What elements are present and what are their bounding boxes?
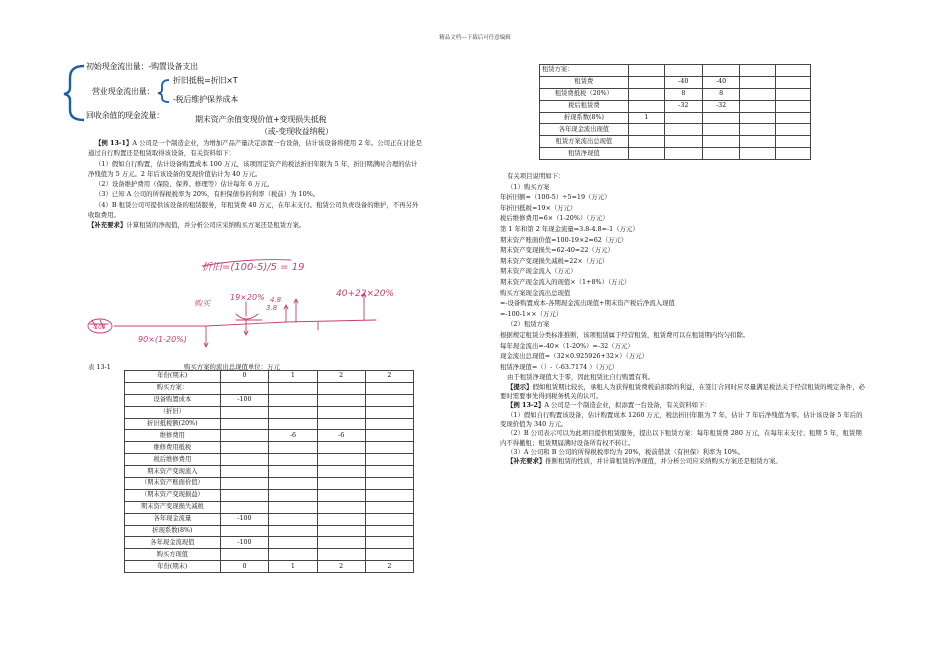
exp-line: 期末资产变现损失减税=22×（万元） bbox=[500, 256, 609, 265]
cash-flow-diagram bbox=[62, 58, 422, 138]
value-cell bbox=[220, 430, 269, 442]
recovery-flow-alt: （或-变现收益纳税） bbox=[260, 127, 333, 136]
value-cell bbox=[775, 76, 810, 88]
value-cell bbox=[317, 418, 365, 430]
value-cell bbox=[365, 430, 413, 442]
exp-line: 每年现金流出=-40×（1-20%）=-32（万元） bbox=[500, 341, 634, 350]
value-cell bbox=[740, 136, 775, 148]
value-cell bbox=[740, 76, 775, 88]
value-cell bbox=[269, 442, 317, 454]
table-row bbox=[125, 489, 414, 501]
value-cell bbox=[317, 382, 365, 394]
purchase-plan-table bbox=[124, 370, 414, 573]
table-row bbox=[125, 371, 414, 383]
value-cell bbox=[317, 525, 365, 537]
value-cell: -32 bbox=[664, 100, 702, 112]
table-row bbox=[125, 513, 414, 525]
row-label-cell: 各年现金流出现值 bbox=[540, 124, 629, 136]
operating-item-maintenance: -税后维护保养成本 bbox=[173, 95, 239, 104]
exp-line: =-设备购置成本-各期现金流出现值+期末资产税后净流入现值 bbox=[500, 299, 675, 308]
row-label-cell: 年份(期末) bbox=[125, 561, 221, 573]
value-cell: -6 bbox=[317, 430, 365, 442]
recovery-flow-label: 回收余值的现金流量： bbox=[86, 111, 164, 120]
row-label-cell: 租赁净现值 bbox=[540, 148, 629, 160]
value-cell bbox=[220, 442, 269, 454]
handwritten-val2: 4.8 bbox=[270, 296, 282, 304]
exp-line: 税后维修费用=6×（1-20%）（万元） bbox=[500, 214, 609, 223]
value-cell bbox=[220, 489, 269, 501]
value-cell: -100 bbox=[220, 537, 269, 549]
exp-line: 期末资产现金流入的现值×（1+8%）（万元） bbox=[500, 277, 631, 286]
value-cell bbox=[269, 418, 317, 430]
value-cell bbox=[269, 406, 317, 418]
table-row bbox=[125, 561, 414, 573]
operating-item-depreciation: 折旧抵税=折旧×T bbox=[173, 76, 238, 85]
value-cell bbox=[628, 136, 664, 148]
handwritten-val1: 3.8 bbox=[266, 304, 278, 312]
value-cell: 1 bbox=[269, 561, 317, 573]
row-label-cell: 维修费用抵税 bbox=[125, 442, 221, 454]
value-cell bbox=[220, 525, 269, 537]
table-row bbox=[125, 382, 414, 394]
value-cell: 0 bbox=[220, 371, 269, 383]
value-cell bbox=[775, 88, 810, 100]
handwritten-formula: 折旧=(100-5)/5 = 19 bbox=[202, 262, 305, 273]
value-cell bbox=[740, 112, 775, 124]
row-label-cell: 租赁方案流出总现值 bbox=[540, 136, 629, 148]
row-label-cell: 折现系数(8%) bbox=[540, 112, 629, 124]
row-label-cell: 维修费用 bbox=[125, 430, 221, 442]
exp-line: 年折旧抵税=19×（万元） bbox=[500, 203, 577, 212]
exp-line: 年折旧额=（100-5）÷5=19（万元） bbox=[500, 193, 611, 202]
exp-line: 期末资产现金流入（万元） bbox=[500, 267, 577, 276]
table-row bbox=[125, 430, 414, 442]
table-row bbox=[540, 112, 811, 124]
handwritten-dep-label: 19×20% bbox=[230, 293, 265, 302]
value-cell bbox=[628, 65, 664, 77]
value-cell bbox=[365, 549, 413, 561]
table-row bbox=[125, 501, 414, 513]
exp-line: 购买方案现金流出总现值 bbox=[500, 288, 571, 297]
table-row bbox=[125, 418, 414, 430]
value-cell bbox=[740, 88, 775, 100]
requirement-tag: 【补充要求】 bbox=[88, 221, 127, 230]
value-cell bbox=[317, 489, 365, 501]
value-cell bbox=[317, 501, 365, 513]
operating-outflow-label: 营业现金流出量： bbox=[92, 87, 155, 96]
table-row bbox=[540, 148, 811, 160]
value-cell bbox=[220, 549, 269, 561]
value-cell bbox=[365, 537, 413, 549]
value-cell bbox=[269, 454, 317, 466]
value-cell: 2 bbox=[317, 371, 365, 383]
value-cell bbox=[775, 65, 810, 77]
table-row bbox=[540, 88, 811, 100]
exp-line: 租赁净现值=（）-（-63.7174 ）（万元） bbox=[500, 362, 619, 371]
handwritten-left-label: 90×(1-20%) bbox=[138, 335, 187, 344]
value-cell: 0 bbox=[220, 561, 269, 573]
example-tag: 【例 13-1】 bbox=[95, 139, 133, 147]
row-label-cell: （期末资产账面价值） bbox=[125, 478, 221, 490]
recovery-flow-desc: 期末资产余值变现价值+变现损失抵税 bbox=[195, 115, 327, 124]
value-cell bbox=[702, 124, 740, 136]
value-cell: 8 bbox=[664, 88, 702, 100]
handwritten-circle-label: -100 bbox=[92, 324, 106, 331]
row-label-cell: 租赁费抵税（20%） bbox=[540, 88, 629, 100]
value-cell bbox=[702, 65, 740, 77]
value-cell bbox=[664, 148, 702, 160]
value-cell bbox=[220, 501, 269, 513]
value-cell: 2 bbox=[365, 371, 413, 383]
value-cell bbox=[628, 148, 664, 160]
handwritten-notes bbox=[86, 254, 426, 354]
row-label-cell: 折现系数(8%) bbox=[125, 525, 221, 537]
initial-outflow-label: 初始现金流出量： bbox=[86, 62, 149, 71]
example-p3: （2）设备维护费用（保险、保养、修理等）估计每年 6 万元。 bbox=[95, 180, 274, 189]
exp-line: 第 1 年和第 2 年现金流量=3.8-4.8=-1（万元） bbox=[500, 224, 639, 233]
exp-line: （1）购买方案 bbox=[507, 182, 550, 191]
value-cell bbox=[365, 466, 413, 478]
value-cell bbox=[664, 112, 702, 124]
example-13-2-p3: （3）A 公司和 B 公司的所得税税率均为 20%，税前借款（有担保）利率为 10%。 bbox=[507, 447, 745, 456]
value-cell bbox=[269, 537, 317, 549]
example-13-2-tag: 【例 13-2】 bbox=[507, 401, 545, 410]
value-cell bbox=[775, 100, 810, 112]
tip-tag: 【提示】 bbox=[507, 382, 533, 391]
table-row bbox=[125, 466, 414, 478]
table-row bbox=[540, 124, 811, 136]
value-cell bbox=[664, 136, 702, 148]
value-cell bbox=[775, 124, 810, 136]
value-cell bbox=[628, 88, 664, 100]
value-cell bbox=[269, 489, 317, 501]
value-cell bbox=[740, 100, 775, 112]
table-row bbox=[125, 442, 414, 454]
value-cell bbox=[702, 112, 740, 124]
value-cell bbox=[664, 124, 702, 136]
table-row bbox=[125, 549, 414, 561]
value-cell: -100 bbox=[220, 394, 269, 406]
exp-line: =-100-1××（万元） bbox=[500, 309, 563, 318]
value-cell bbox=[664, 65, 702, 77]
value-cell bbox=[220, 382, 269, 394]
example-13-1 bbox=[88, 138, 423, 231]
row-label-cell: 税后维修费用 bbox=[125, 454, 221, 466]
exp-line: 根据规定租赁分类标准推断，该项租赁属于经营租赁，租赁费可以在租赁期内均匀扣除。 bbox=[500, 330, 750, 339]
value-cell bbox=[220, 466, 269, 478]
value-cell bbox=[365, 406, 413, 418]
exp-line: 现金流出总现值=（32×0.925926+32×）（万元） bbox=[500, 352, 649, 361]
value-cell bbox=[740, 148, 775, 160]
value-cell: -100 bbox=[220, 513, 269, 525]
row-label-cell: 税后租赁费 bbox=[540, 100, 629, 112]
row-label-cell: 租赁费 bbox=[540, 76, 629, 88]
row-label-cell: 设备购置成本 bbox=[125, 394, 221, 406]
value-cell: -6 bbox=[269, 430, 317, 442]
value-cell bbox=[269, 549, 317, 561]
requirement-text: 计算租赁的净现值，并分析公司应采纳购买方案还是租赁方案。 bbox=[126, 221, 306, 230]
lease-plan-table bbox=[539, 64, 811, 160]
value-cell bbox=[269, 501, 317, 513]
example-p1: A 公司是一个制造企业，为增加产品产量决定添置一台设备，估计该设备将使用 2 年。公司正在讨论是通过自行购置还是租赁取得该设备，有关资料如下： bbox=[88, 139, 422, 158]
explanation-section bbox=[500, 171, 865, 467]
exp-line: 期末资产变现损失=62-40=22（万元） bbox=[500, 246, 614, 255]
row-label-cell: 期末资产变现流入 bbox=[125, 466, 221, 478]
table-row bbox=[540, 65, 811, 77]
table-row bbox=[125, 525, 414, 537]
value-cell bbox=[628, 124, 664, 136]
row-label-cell: 购买方现值 bbox=[125, 549, 221, 561]
table-row bbox=[125, 406, 414, 418]
example-13-2-p2: （2）B 公司表示可以为此项目提供租赁服务，提出以下租赁方案：每年租赁费 280 万元，在每年末支付；租期 5 年，租赁期内不得撤租；租赁期届满时设备所有权不转让。 bbox=[500, 429, 862, 447]
table-name: 购买方案的流出总现值单位：万元 bbox=[184, 363, 280, 371]
row-label-cell: 租赁方案： bbox=[540, 65, 629, 77]
value-cell: 2 bbox=[317, 561, 365, 573]
value-cell: -40 bbox=[664, 76, 702, 88]
row-label-cell: 各年现金流量 bbox=[125, 513, 221, 525]
row-label-cell: 购买方案： bbox=[125, 382, 221, 394]
value-cell bbox=[365, 513, 413, 525]
example-p5: （4）B 租赁公司可提供该设备的租赁服务，年租赁费 40 万元，在年末支付。租赁公司负责设备的维护，不再另外收取费用。 bbox=[88, 200, 419, 220]
value-cell bbox=[269, 525, 317, 537]
value-cell bbox=[740, 124, 775, 136]
value-cell bbox=[317, 478, 365, 490]
table-row bbox=[540, 76, 811, 88]
table-row bbox=[540, 100, 811, 112]
row-label-cell: （折旧） bbox=[125, 406, 221, 418]
table-row bbox=[540, 136, 811, 148]
value-cell bbox=[269, 394, 317, 406]
value-cell bbox=[317, 442, 365, 454]
value-cell bbox=[220, 478, 269, 490]
value-cell bbox=[628, 76, 664, 88]
handwritten-top-note: 40+22×20% bbox=[336, 289, 394, 299]
value-cell bbox=[317, 454, 365, 466]
exp-line: 由于租赁净现值大于零，因此租赁比自行购置有利。 bbox=[507, 373, 654, 382]
value-cell bbox=[365, 442, 413, 454]
exp-line: 有关项目说明如下： bbox=[507, 172, 565, 180]
exp-line: 期末资产账面价值=100-19×2=62（万元） bbox=[500, 235, 628, 244]
value-cell bbox=[702, 136, 740, 148]
value-cell: 1 bbox=[269, 371, 317, 383]
value-cell bbox=[628, 100, 664, 112]
value-cell bbox=[220, 454, 269, 466]
value-cell bbox=[365, 382, 413, 394]
value-cell bbox=[269, 478, 317, 490]
row-label-cell: 各年现金流现值 bbox=[125, 537, 221, 549]
table-row bbox=[125, 454, 414, 466]
value-cell bbox=[775, 136, 810, 148]
row-label-cell: 期末资产变现损失减税 bbox=[125, 501, 221, 513]
value-cell bbox=[317, 394, 365, 406]
example-13-2-intro: A 公司是一个制造企业，拟添置一台设备，有关资料如下： bbox=[544, 401, 711, 410]
value-cell bbox=[317, 537, 365, 549]
value-cell: 1 bbox=[628, 112, 664, 124]
table-caption: 表 13-1 bbox=[88, 363, 111, 371]
example-p2: （1）假如自行购置，估计设备购置成本 100 万元，该项固定资产的税法折旧年限为 5 年，折旧期满时合理的估计净残值为 5 万元。2 年后该设备的变现价值估计为 40 万元。 bbox=[88, 159, 418, 178]
requirement-2-text: 推断租赁的性质，并计算租赁的净现值，并分析公司应采纳购买方案还是租赁方案。 bbox=[545, 457, 782, 466]
table-row bbox=[125, 537, 414, 549]
exp-line: （2）租赁方案 bbox=[507, 320, 550, 329]
value-cell bbox=[702, 148, 740, 160]
value-cell bbox=[365, 525, 413, 537]
value-cell: -32 bbox=[702, 100, 740, 112]
value-cell bbox=[220, 418, 269, 430]
value-cell: 2 bbox=[365, 561, 413, 573]
value-cell bbox=[365, 454, 413, 466]
initial-outflow-desc: -购置设备支出 bbox=[148, 62, 198, 71]
value-cell bbox=[317, 466, 365, 478]
value-cell bbox=[365, 478, 413, 490]
requirement-2-tag: 【补充要求】 bbox=[507, 457, 546, 466]
value-cell: 8 bbox=[702, 88, 740, 100]
tip-text: 假如租赁期比较长，承租人为获得租赁费税前扣除的利益，在签订合同时应尽量满足税法关于经营租赁的规定条件，必要时需要事先得到税务机关的认可。 bbox=[500, 382, 865, 401]
value-cell bbox=[365, 394, 413, 406]
value-cell bbox=[269, 513, 317, 525]
value-cell bbox=[775, 148, 810, 160]
value-cell: -40 bbox=[702, 76, 740, 88]
example-p4: （3）已知 A 公司的所得税税率为 20%，有担保债券的利率（税前）为 10%。 bbox=[95, 190, 320, 199]
value-cell bbox=[317, 513, 365, 525]
page-header-note: 精品文档---下载后可任意编辑 bbox=[439, 35, 511, 41]
value-cell bbox=[365, 489, 413, 501]
value-cell bbox=[269, 466, 317, 478]
value-cell bbox=[317, 549, 365, 561]
example-13-2-p1: （1）假如自行购置该设备，估计购置成本 1260 万元，税法折旧年限为 7 年，估计 7 年后净残值为零。估计该设备 5 年后的变现价值为 340 万元。 bbox=[500, 410, 863, 429]
row-label-cell: （期末资产变现损益） bbox=[125, 489, 221, 501]
value-cell bbox=[740, 65, 775, 77]
value-cell bbox=[365, 501, 413, 513]
value-cell bbox=[317, 406, 365, 418]
row-label-cell: 年份(期末) bbox=[125, 371, 221, 383]
value-cell bbox=[365, 418, 413, 430]
table-row bbox=[125, 394, 414, 406]
value-cell bbox=[220, 406, 269, 418]
handwritten-buy-label: 购买 bbox=[194, 299, 210, 308]
row-label-cell: 折旧抵税额(20%) bbox=[125, 418, 221, 430]
table-row bbox=[125, 478, 414, 490]
value-cell bbox=[269, 382, 317, 394]
value-cell bbox=[775, 112, 810, 124]
